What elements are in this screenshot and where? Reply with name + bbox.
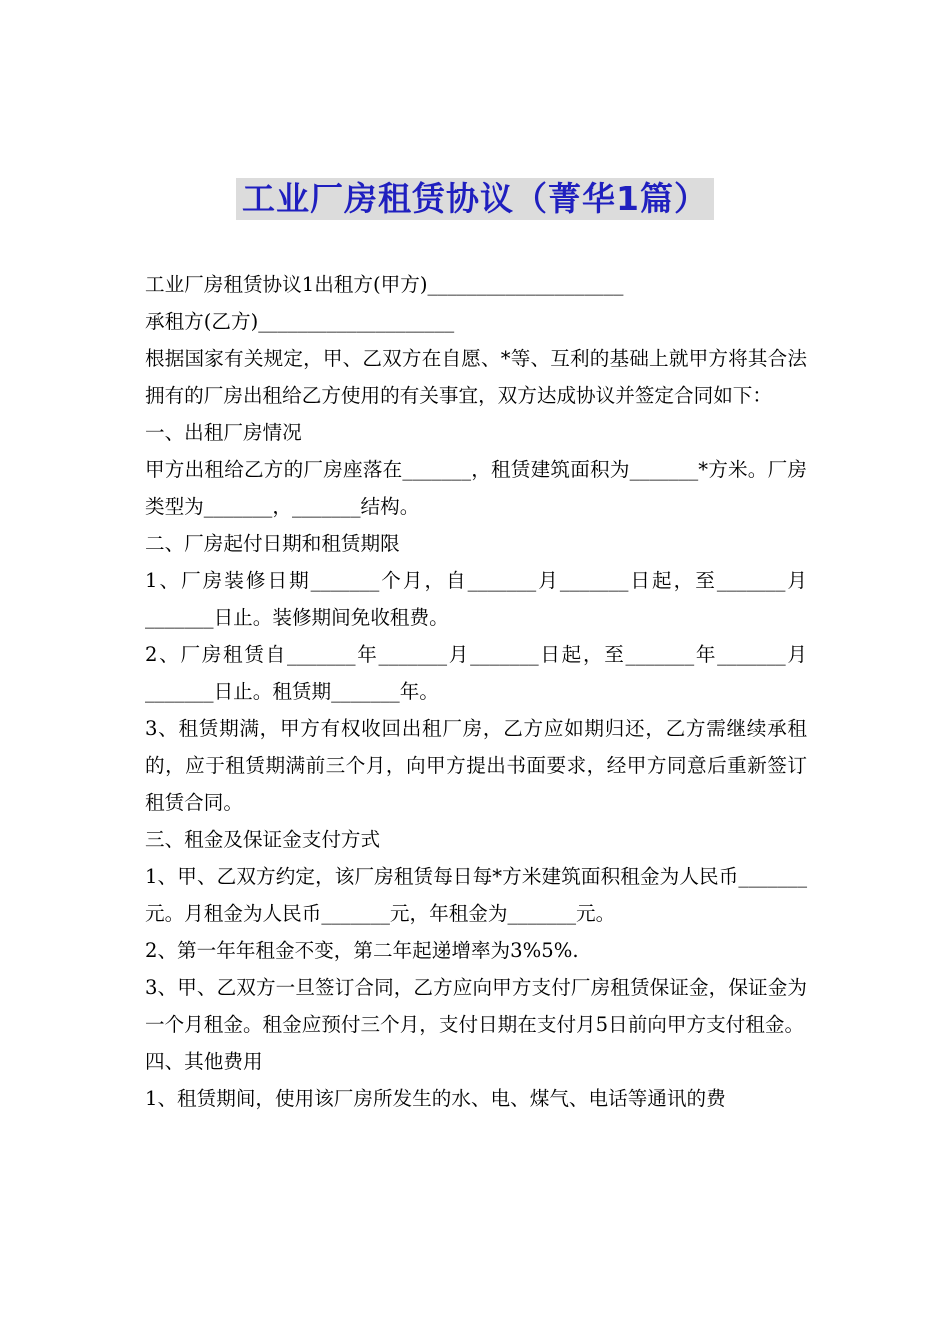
paragraph-preamble: 根据国家有关规定，甲、乙双方在自愿、*等、互利的基础上就甲方将其合法拥有的厂房出租给乙方使用的有关事宜，双方达成协议并签定合同如下： — [145, 347, 807, 407]
section-heading-3: 三、租金及保证金支付方式 — [145, 828, 381, 851]
paragraph-rent-amount: 1、甲、乙双方约定，该厂房租赁每日每*方米建筑面积租金为人民币_______元。月租金为人民币_______元，年租金为_______元。 — [145, 865, 807, 925]
section-heading-2: 二、厂房起付日期和租赁期限 — [145, 532, 400, 555]
paragraph-utilities: 1、租赁期间，使用该厂房所发生的水、电、煤气、电话等通讯的费 — [145, 1087, 726, 1110]
paragraph-lessor: 工业厂房租赁协议1出租方(甲方)____________________ — [145, 273, 624, 296]
paragraph-lessee: 承租方(乙方)____________________ — [145, 310, 455, 333]
section-heading-1: 一、出租厂房情况 — [145, 421, 302, 444]
paragraph-expiry: 3、租赁期满，甲方有权收回出租厂房，乙方应如期归还，乙方需继续承租的，应于租赁期满前三个月，向甲方提出书面要求，经甲方同意后重新签订租赁合同。 — [145, 717, 807, 814]
paragraph-premises: 甲方出租给乙方的厂房座落在_______，租赁建筑面积为_______*方米。厂房类型为_______，_______结构。 — [145, 458, 807, 518]
paragraph-deposit: 3、甲、乙双方一旦签订合同，乙方应向甲方支付厂房租赁保证金，保证金为一个月租金。租金应预付三个月，支付日期在支付月5日前向甲方支付租金。 — [145, 976, 807, 1036]
document-title: 工业厂房租赁协议（菁华1篇） — [236, 178, 714, 220]
paragraph-renovation: 1、厂房装修日期_______个月，自_______月_______日起，至_______月_______日止。装修期间免收租费。 — [145, 569, 807, 629]
section-heading-4: 四、其他费用 — [145, 1050, 263, 1073]
paragraph-rent-increase: 2、第一年年租金不变，第二年起递增率为3%5%. — [145, 939, 579, 962]
paragraph-lease-term: 2、厂房租赁自_______年_______月_______日起，至_______年_______月_______日止。租赁期_______年。 — [145, 643, 807, 703]
title-container — [0, 178, 950, 220]
document-body — [145, 266, 807, 1117]
